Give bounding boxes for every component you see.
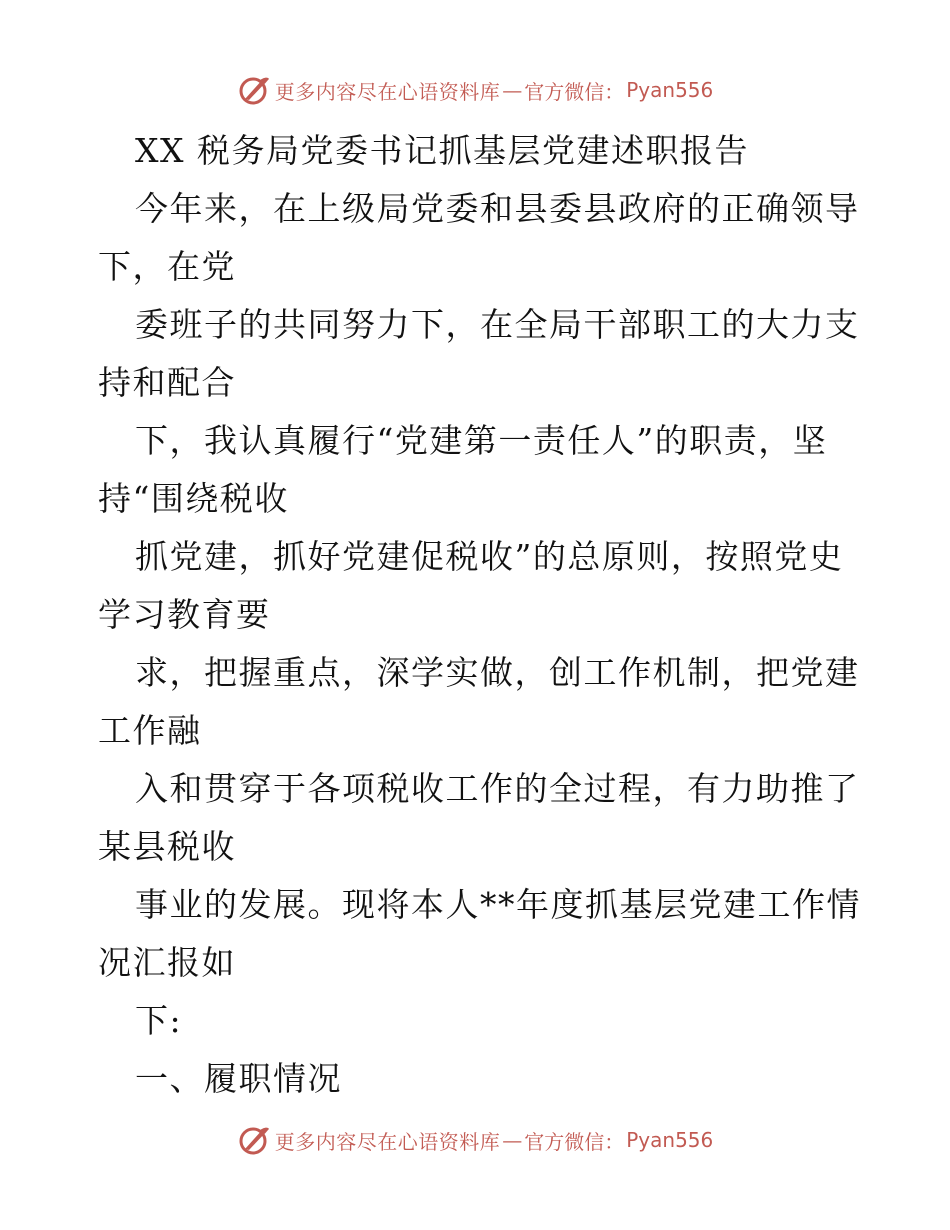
paragraph-line: 今年来，在上级局党委和县委县政府的正确领导 — [135, 189, 860, 228]
paragraph-line: 一、履职情况 — [135, 1059, 342, 1098]
paragraph-line: 抓党建，抓好党建促税收”的总原则，按照党史 — [135, 537, 844, 576]
document-title: XX 税务局党委书记抓基层党建述职报告 — [135, 131, 749, 170]
banner-separator: — — [502, 78, 523, 102]
paragraph-line: 某县税收 — [98, 827, 236, 866]
paragraph-line: 入和贯穿于各项税收工作的全过程，有力助推了 — [135, 769, 860, 808]
banner-text: 更多内容尽在心语资料库 — [274, 79, 501, 104]
paragraph-line: 下，我认真履行“党建第一责任人”的职责，坚 — [135, 421, 828, 460]
banner-text: 更多内容尽在心语资料库 — [274, 1129, 501, 1154]
banner-wechat-label: 官方微信： — [524, 1129, 625, 1154]
banner-separator: — — [502, 1128, 523, 1152]
paragraph-line: 工作融 — [98, 711, 202, 750]
header-banner — [0, 70, 950, 110]
banner-wechat-label: 官方微信： — [524, 79, 625, 104]
paragraph-line: 下: — [135, 1001, 183, 1040]
paragraph-line: 况汇报如 — [98, 943, 236, 982]
paragraph-line: 事业的发展。现将本人**年度抓基层党建工作情 — [135, 885, 861, 924]
paragraph-line: 求，把握重点，深学实做，创工作机制，把党建 — [135, 653, 860, 692]
document-body — [98, 122, 861, 1108]
quill-circle-icon — [237, 1123, 271, 1157]
quill-circle-icon — [237, 73, 271, 107]
banner-wechat-id: Pyan556 — [626, 1128, 714, 1152]
paragraph-line: 持和配合 — [98, 363, 236, 402]
banner-wechat-id: Pyan556 — [626, 78, 714, 102]
footer-banner — [0, 1120, 950, 1160]
paragraph-line: 委班子的共同努力下，在全局干部职工的大力支 — [135, 305, 860, 344]
paragraph-line: 持“围绕税收 — [98, 479, 289, 518]
paragraph-line: 学习教育要 — [98, 595, 271, 634]
paragraph-line: 下，在党 — [98, 247, 236, 286]
